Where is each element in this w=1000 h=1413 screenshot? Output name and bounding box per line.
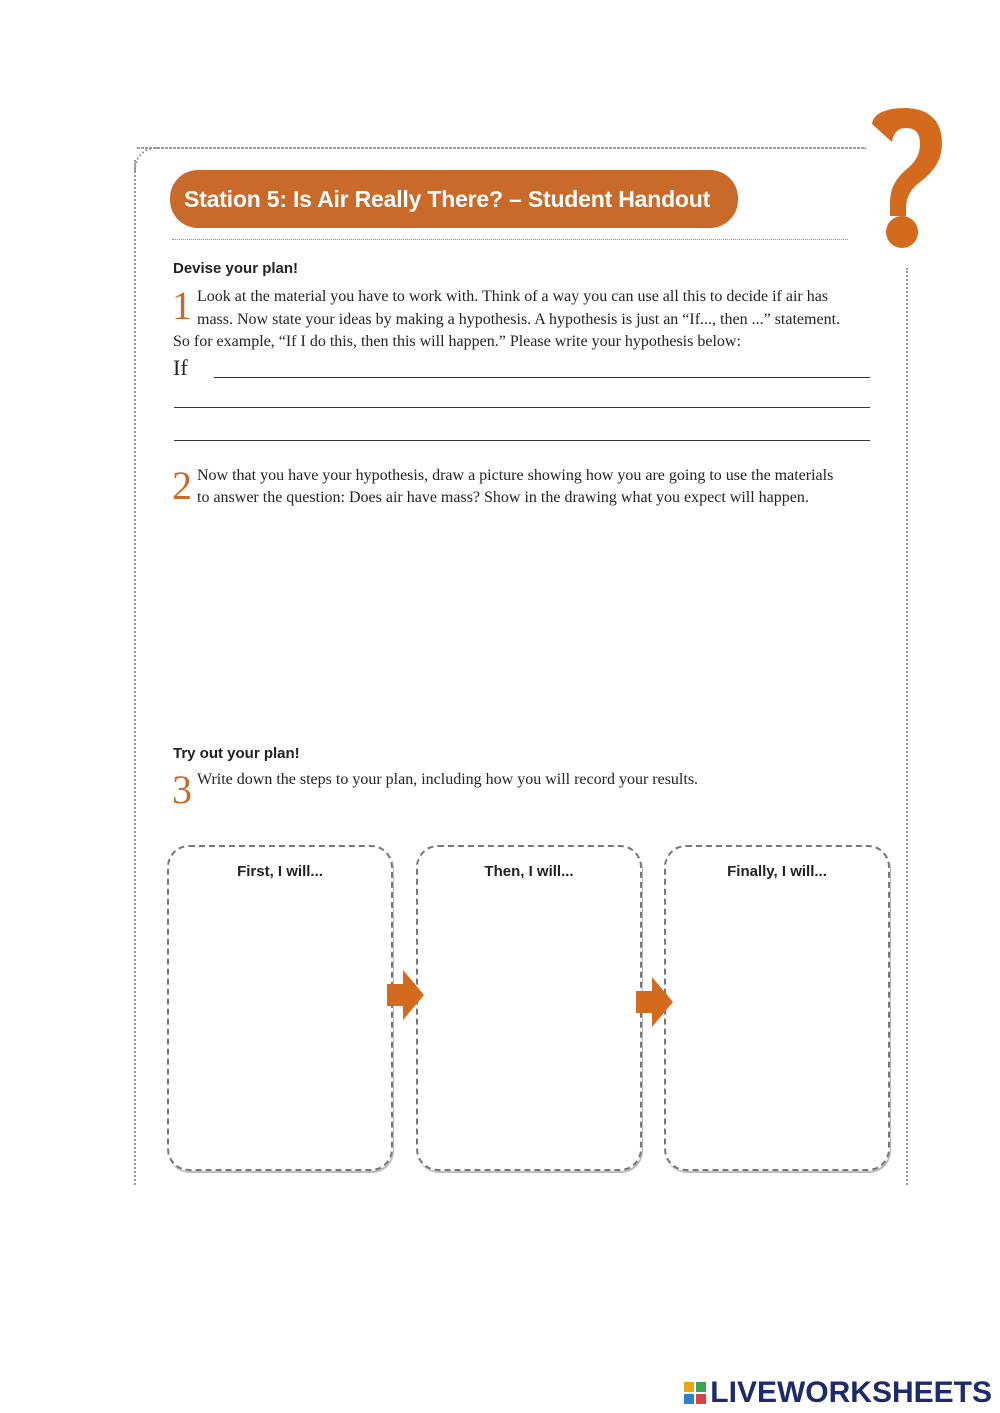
drawing-area[interactable]	[174, 515, 870, 735]
right-arrow-icon	[387, 968, 425, 1022]
page-frame-corner	[134, 147, 160, 173]
step-label-finally: Finally, I will...	[727, 863, 827, 880]
question-1-line-1: Look at the material you have to work with. Think of a way you can use all this to decide if air has	[197, 288, 829, 305]
question-number-2: 2	[172, 463, 192, 508]
step-label-first: First, I will...	[237, 863, 323, 880]
title-banner	[170, 170, 738, 228]
page-title: Station 5: Is Air Really There? – Student Handout	[184, 185, 711, 212]
title-divider	[172, 239, 848, 240]
step-box-first[interactable]	[167, 845, 393, 1171]
page-frame-right	[906, 268, 908, 1185]
question-mark-icon	[862, 104, 952, 254]
answer-prefix-if: If	[173, 355, 188, 380]
section-heading-devise: Devise your plan!	[173, 260, 299, 277]
hypothesis-line-3[interactable]	[174, 440, 870, 441]
step-box-then[interactable]	[416, 845, 642, 1171]
step-label-then: Then, I will...	[484, 863, 574, 880]
brand-name: LIVEWORKSHEETS	[710, 1376, 992, 1409]
question-1-line-2: mass. Now state your ideas by making a hypothesis. A hypothesis is just an “If..., then ...” statement.	[197, 311, 841, 328]
step-box-finally[interactable]	[664, 845, 890, 1171]
question-number-1: 1	[172, 283, 192, 328]
question-2-line-1: Now that you have your hypothesis, draw a picture showing how you are going to use the materials	[197, 467, 834, 484]
question-3-text: Write down the steps to your plan, including how you will record your results.	[197, 771, 699, 788]
section-heading-try: Try out your plan!	[173, 745, 300, 762]
right-arrow-icon	[636, 975, 674, 1029]
hypothesis-line-1[interactable]	[214, 377, 870, 378]
liveworksheets-logo-icon	[684, 1382, 706, 1404]
page-frame-top	[136, 147, 866, 149]
question-number-3: 3	[172, 767, 192, 812]
page-frame-left	[134, 160, 136, 1185]
question-2-line-2: to answer the question: Does air have mass? Show in the drawing what you expect will happen.	[197, 489, 809, 506]
brand-watermark	[684, 1376, 992, 1410]
hypothesis-line-2[interactable]	[174, 407, 870, 408]
question-1-line-3: So for example, “If I do this, then this will happen.” Please write your hypothesis below:	[173, 333, 741, 350]
